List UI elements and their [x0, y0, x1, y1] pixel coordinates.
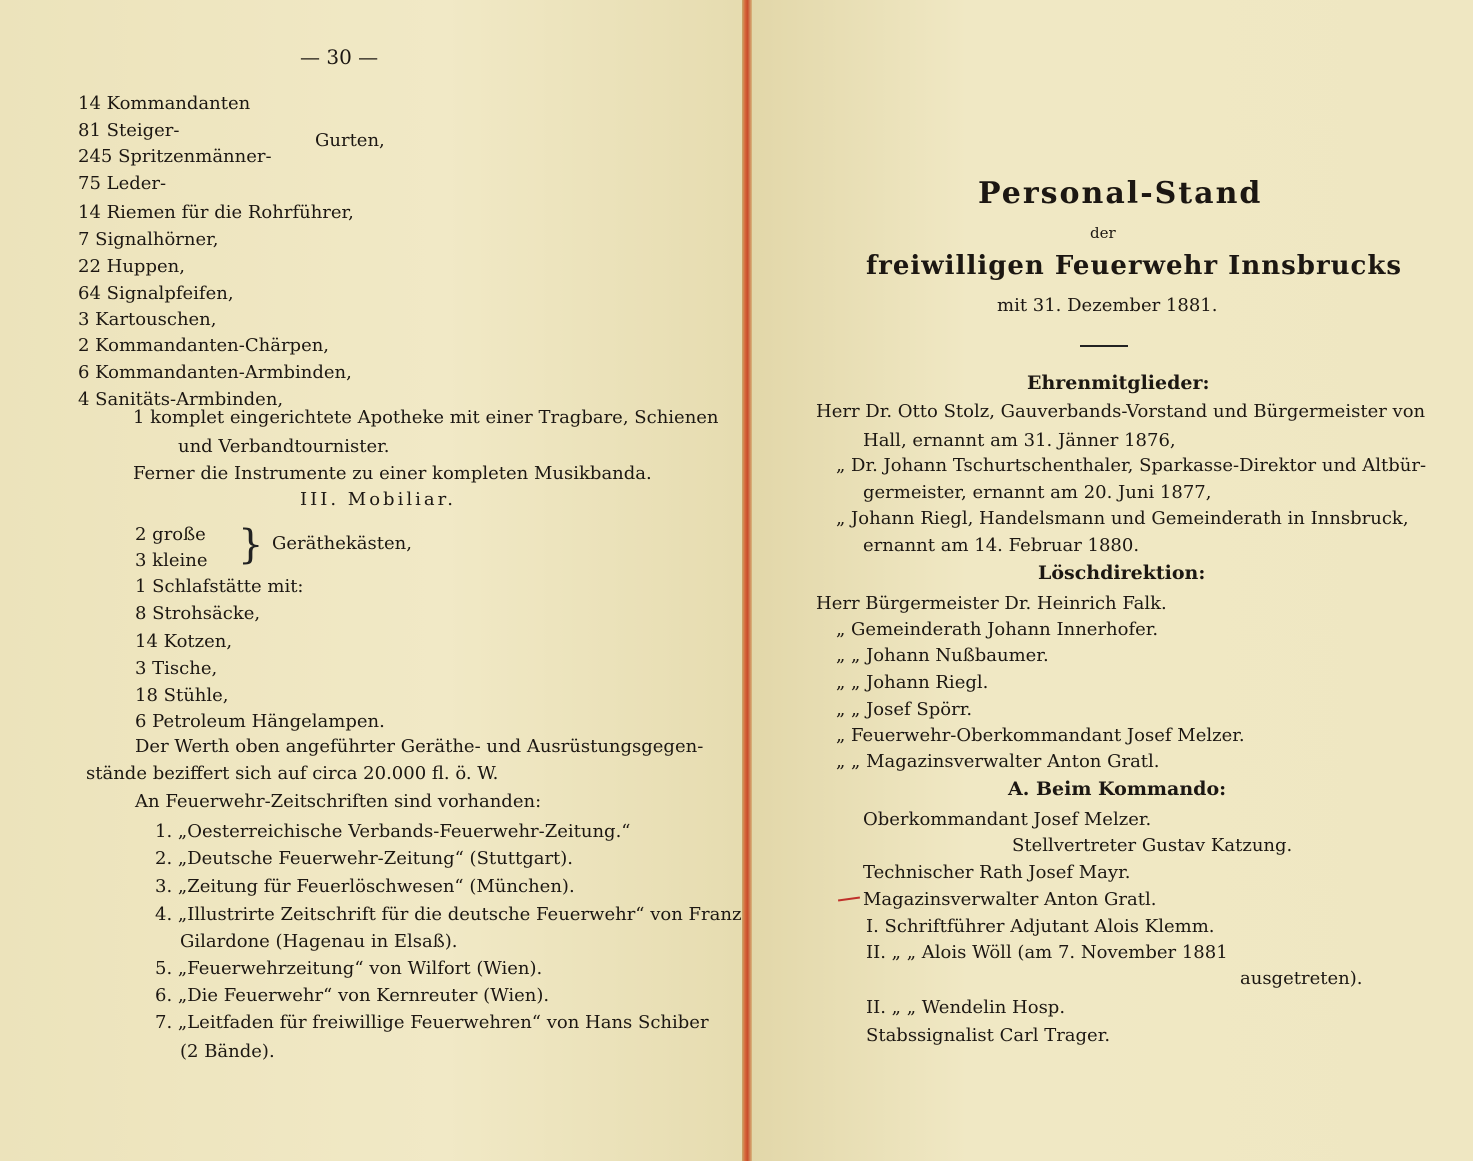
text-line: „ Gemeinderath Johann Innerhofer.	[836, 619, 1159, 640]
text-line: 64 Signalpfeifen,	[78, 283, 234, 304]
text-line: germeister, ernannt am 20. Juni 1877,	[863, 482, 1212, 503]
text-line: 18 Stühle,	[135, 685, 229, 706]
text-line: Herr Dr. Otto Stolz, Gauverbands-Vorstand und Bürgermeister von	[816, 401, 1426, 422]
text-line: 3 Kartouschen,	[78, 309, 217, 330]
text-line: 6. „Die Feuerwehr“ von Kernreuter (Wien).	[155, 985, 550, 1006]
text-line: ernannt am 14. Februar 1880.	[863, 535, 1140, 556]
text-line: Ferner die Instrumente zu einer kompleten Musikbanda.	[133, 463, 652, 484]
text-line: Der Werth oben angeführter Geräthe- und Ausrüstungsgegen-	[135, 736, 704, 757]
text-line: „ „ Johann Riegl.	[836, 672, 989, 693]
text-line: 245 Spritzenmänner-	[78, 146, 272, 167]
text-line: 4. „Illustrirte Zeitschrift für die deutsche Feuerwehr“ von Franz	[155, 904, 742, 925]
text-line: 1 Schlafstätte mit:	[135, 576, 304, 597]
text-line: „ „ Magazinsverwalter Anton Gratl.	[836, 751, 1160, 772]
text-line: „ Johann Riegl, Handelsmann und Gemeinderath in Innsbruck,	[836, 508, 1409, 529]
text-line: 1. „Oesterreichische Verbands-Feuerwehr-Zeitung.“	[155, 821, 631, 842]
text-line: 3 Tische,	[135, 658, 218, 679]
date-line: mit 31. Dezember 1881.	[997, 295, 1218, 316]
text-line: 6 Petroleum Hängelampen.	[135, 711, 385, 732]
text-line: 1 komplet eingerichtete Apotheke mit einer Tragbare, Schienen	[133, 407, 719, 428]
text-line: Stabssignalist Carl Trager.	[866, 1025, 1111, 1046]
text-line: Hall, ernannt am 31. Jänner 1876,	[863, 430, 1176, 451]
text-line: 7 Signalhörner,	[78, 229, 219, 250]
book-gutter	[742, 0, 752, 1161]
text-line: der	[1090, 224, 1116, 242]
text-line: 8 Strohsäcke,	[135, 603, 261, 624]
section-heading: III. Mobiliar.	[300, 489, 456, 510]
text-line: Oberkommandant Josef Melzer.	[863, 809, 1152, 830]
text-line: Magazinsverwalter Anton Gratl.	[863, 889, 1157, 910]
text-line: „ Dr. Johann Tschurtschenthaler, Sparkasse-Direktor und Altbür-	[836, 455, 1427, 476]
text-line: ausgetreten).	[1240, 968, 1363, 989]
text-line: 6 Kommandanten-Armbinden,	[78, 362, 352, 383]
text-line: Gilardone (Hagenau in Elsaß).	[180, 931, 458, 952]
text-line: 3. „Zeitung für Feuerlöschwesen“ (München).	[155, 876, 575, 897]
text-line: Geräthekästen,	[272, 533, 412, 554]
text-line: 5. „Feuerwehrzeitung“ von Wilfort (Wien).	[155, 958, 543, 979]
divider	[1080, 345, 1128, 347]
text-line: II. „ „ Alois Wöll (am 7. November 1881	[866, 942, 1228, 963]
section-heading: Ehrenmitglieder:	[1027, 372, 1210, 394]
text-line: Herr Bürgermeister Dr. Heinrich Falk.	[816, 593, 1167, 614]
text-line: 22 Huppen,	[78, 256, 185, 277]
text-line: Gurten,	[315, 130, 385, 151]
text-line: 75 Leder-	[78, 173, 167, 194]
text-line: 3 kleine	[135, 550, 208, 571]
text-line: 81 Steiger-	[78, 120, 180, 141]
text-line: und Verbandtournister.	[178, 436, 390, 457]
text-line: (2 Bände).	[180, 1041, 275, 1062]
text-line: Technischer Rath Josef Mayr.	[863, 862, 1131, 883]
text-line: 2. „Deutsche Feuerwehr-Zeitung“ (Stuttgart).	[155, 848, 574, 869]
text-line: I. Schriftführer Adjutant Alois Klemm.	[866, 916, 1215, 937]
text-line: „ „ Johann Nußbaumer.	[836, 645, 1049, 666]
page-subtitle: freiwilligen Feuerwehr Innsbrucks	[866, 251, 1403, 281]
text-line: 2 Kommandanten-Chärpen,	[78, 335, 330, 356]
text-line: An Feuerwehr-Zeitschriften sind vorhanden:	[135, 791, 542, 812]
text-line: „ „ Josef Spörr.	[836, 699, 973, 720]
text-line: 14 Kommandanten	[78, 93, 251, 114]
text-line: „ Feuerwehr-Oberkommandant Josef Melzer.	[836, 725, 1245, 746]
text-line: 2 große	[135, 524, 206, 545]
text-line: 7. „Leitfaden für freiwillige Feuerwehren“ von Hans Schiber	[155, 1012, 709, 1033]
page-title: Personal-Stand	[978, 176, 1263, 211]
section-heading: Löschdirektion:	[1038, 562, 1206, 584]
brace: }	[238, 522, 264, 568]
text-line: Stellvertreter Gustav Katzung.	[1012, 835, 1293, 856]
text-line: 14 Riemen für die Rohrführer,	[78, 202, 354, 223]
text-line: 4 Sanitäts-Armbinden,	[78, 389, 284, 410]
section-heading: A. Beim Kommando:	[1008, 778, 1227, 800]
text-line: stände beziffert sich auf circa 20.000 fl. ö. W.	[86, 763, 499, 784]
page-number: — 30 —	[300, 45, 379, 69]
text-line: 14 Kotzen,	[135, 631, 233, 652]
text-line: II. „ „ Wendelin Hosp.	[866, 997, 1066, 1018]
